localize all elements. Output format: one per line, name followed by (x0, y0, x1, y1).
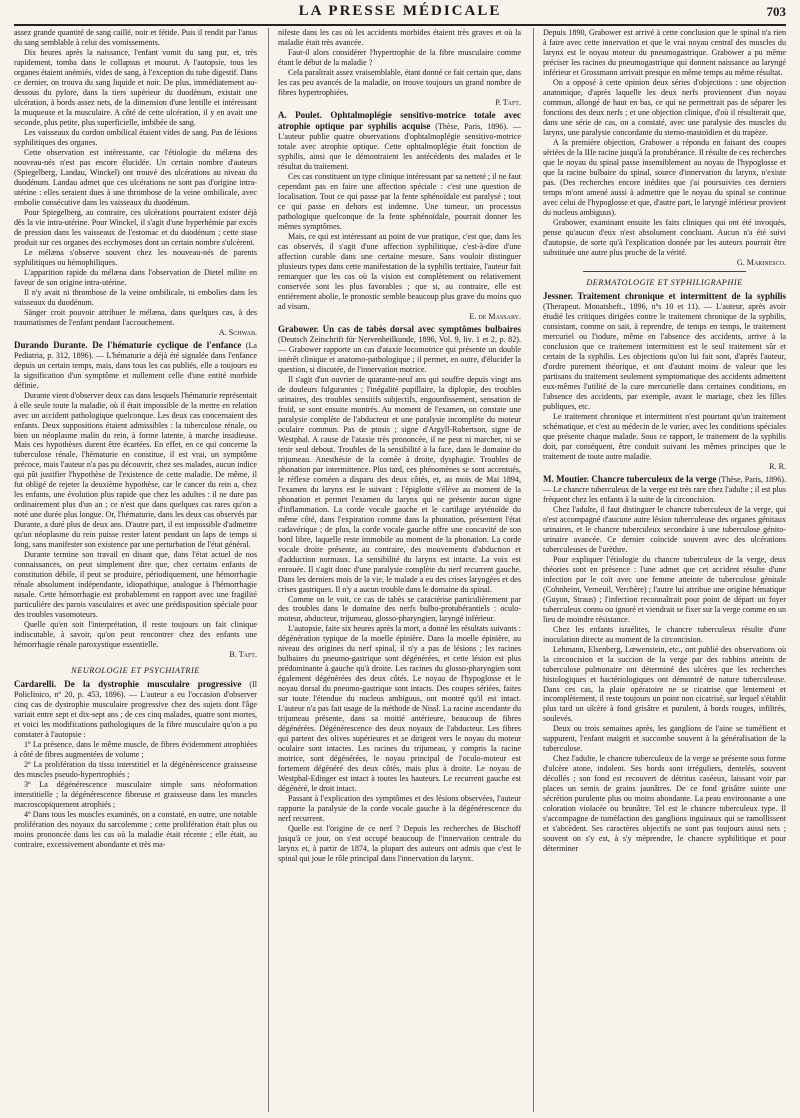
article-intro (543, 474, 786, 505)
paragraph: Faut-il alors considérer l'hypertrophie de la fibre musculaire comme étant le début de la maladie ? (278, 47, 521, 67)
list-item: 3º La dégénérescence musculaire simple sans néoformation interstitielle ; la dégénérescence fibreuse et graisseuse dans les muscles macroscopiquement atrophiés ; (14, 780, 257, 810)
article-heading: Jessner. Traitement chronique et intermittent de la syphilis (543, 290, 786, 301)
header-rule (14, 24, 786, 26)
list-item: 2º La prolifération du tissu interstitiel et la dégénérescence graisseuse des muscles pseudo-hypertrophiés ; (14, 760, 257, 780)
paragraph: On a opposé à cette opinion deux séries d'objections : une objection anatomique, d'après laquelle les deux nerfs proviennent d'un noyau commun, allongé de haut en bas, ce qui ne permettrait pas de séparer les fonctions des deux nerfs ; et une objection clinique, d'où il résulterait que, dans une série de cas, on a constaté, avec une paralysie des muscles du larynx, une paralysie concordante du sterno-mastoïdien et du trapèze. (543, 77, 786, 137)
paragraph: Depuis 1890, Grabower est arrivé à cette conclusion que le spinal n'a rien à faire avec cette innervation et que le vrai noyau central des muscles du larynx est le noyau moteur du pneumogastrique. Grabower a pu même préciser les racines du pneumogastrique qui donnent naissance au laryngé inférieur et Grossmann arrivait presque en même temps au même résultat. (543, 28, 786, 77)
article-intro (14, 679, 257, 740)
article-heading: M. Moutier. Chancre tuberculeux de la verge (543, 473, 717, 484)
paragraph: Mais, ce qui est intéressant au point de vue pratique, c'est que, dans les cas observés, il s'agit d'une affection syphilitique, c'est-à-dire d'une affection curable dans une certaine mesure. Sans vouloir distinguer plusieurs types dans cette manifestation de la syphilis tertiaire, l'auteur fait remarquer que les cas où la vision est complètement ou relativement conservée sont les plus favorables ; que si, au contraire, elle est entièrement abolie, le pronostic semble beaucoup plus grave du moins quo ad visum. (278, 231, 521, 311)
article-intro (14, 340, 257, 391)
paragraph: Quelle qu'en soit l'interprétation, il reste toujours un fait clinique indiscutable, à savoir, qu'on peut rencontrer chez des enfants une hémorrhagie rénale paroxystique essentielle. (14, 620, 257, 650)
list-item: 4º Dans tous les muscles examinés, on a constaté, en outre, une notable prolifération des noyaux du sarcolemme ; cette prolifération était plus ou moins prononcée dans les cas où la maladie était récente ; elle était, au contraire, excessivement abondante et très ma- (14, 810, 257, 850)
article-heading: Grabower. Un cas de tabès dorsal avec symptômes bulbaires (278, 323, 521, 334)
paragraph: Deux ou trois semaines après, les ganglions de l'aine se tuméfient et suppurent, l'enfant maigrit et succombe souvent à la généralisation de la tuberculose. (543, 724, 786, 754)
article-reference: (Deutsch Zeitschrift für Nervenheilkunde, 1896, Vol. 9, liv. 1 et 2, p. 82). — Grabower rapporte un cas d'ataxie locomotrice qui présente un double intérêt clinique et anatomo-pathologique ; il permet, en outre, d'élucider la question, si discutée, de l'innervation motrice. (278, 334, 521, 374)
author-signature: P. Taft. (495, 97, 521, 107)
article-heading: A. Poulet. Ophtalmoplégie sensitivo-motrice totale avec atrophie optique par syphilis acquise (278, 109, 521, 131)
page-number: 703 (766, 4, 786, 19)
paragraph: Passant à l'explication des symptômes et des lésions observées, l'auteur rapporte la paralysie de la corde vocale gauche à la dégénérescence du nerf recurrent. (278, 794, 521, 824)
article-reference: (Il Policlinico, nº 20, p. 453, 1896). — L'auteur a eu l'occasion d'observer cinq cas de dystrophie musculaire progressive chez des sujets dont l'âge variait entre sept et dix-sept ans ; de ces cinq malades, quatre sont mortes, et voici les modifications pathologiques de la fibre musculaire qu'on a pu constater à l'autopsie : (14, 680, 257, 740)
paragraph: Chez les enfants israélites, le chancre tuberculeux résulte d'une inoculation directe au moment de la circoncision. (543, 624, 786, 644)
paragraph: L'apparition rapide du mélæna dans l'observation de Dietel milite en faveur de son origine intra-utérine. (14, 267, 257, 287)
article-reference: (La Pediatria, p. 312, 1896). — L'hématurie a déjà été signalée dans l'enfance depuis un certain temps, mais, dans tous les cas publiés, elle a toujours eu la signification d'un symptôme et nullement celle d'une entité morbide définie. (14, 340, 257, 390)
column-divider (533, 28, 534, 1112)
section-heading: NEUROLOGIE ET PSYCHIATRIE (71, 666, 200, 676)
list-item: 1º La présence, dans le même muscle, de fibres évidemment atrophiées à côté de fibres augmentées de volume ; (14, 740, 257, 760)
article-heading: Durando Durante. De l'hématurie cyclique de l'enfance (14, 339, 242, 350)
author-signature: G. Marinesco. (736, 257, 786, 267)
column-3 (543, 28, 786, 1112)
paragraph: Le mélæna s'observe souvent chez les nouveau-nés de parents syphilitiques ou hémophiliques. (14, 247, 257, 267)
paragraph: Il s'agit d'un ouvrier de quarante-neuf ans qui souffre depuis vingt ans de douleurs fulgurantes ; l'inégalité pupillaire, la diplopie, des troubles urinaires, des troubles sensitifs subjectifs, engourdissement, sensation de froid, se sont ensuite montrés. Au moment de l'examen, on constate une paralysie complète de l'abducteur et une paralysie incomplète du moteur oculaire commun. Pas de ptosis ; signe d'Argyll-Robertson, signe de Westphal. A cause de l'ataxie très prononcée, il ne peut ni marcher, ni se tenir seul debout. Troubles de la sensibilité à la face, dans le domaine du trijumeau. Anesthésie de la cornée à droite, dysphagie. Troubles de phonation par intermittence. Plus tard, ces phénomènes se sont accentués, le réflexe cornéen a disparu des deux côtés, et, au mois de Mai 1894, l'examen du larynx est le suivant : l'épiglotte s'élève au moment de la phonation et permet l'examen du larynx qui ne présente aucun signe d'inflammation. La corde vocale gauche et le cartilage aryténoïde du même côté, dans l'expiration comme dans la phonation, présentent l'état cadavérique ; de plus, la corde vocale gauche offre une concavité de son bord libre, laquelle reste immobile au moment de la phonation. La corde vocale droite présente, au contraire, des mouvements d'abduction et d'adduction normaux. La sensibilité du larynx est intacte. La voix est enrouée. Il s'agit donc d'une paralysie complète du nerf recurrent gauche. Dans les derniers mois de la vie, le malade a eu des crises laryngées et des crises gastriques. Il n'y a aucun trouble dans le domaine du spinal. (278, 374, 521, 594)
paragraph: Cette observation est intéressante, car l'étiologie du mélæna des nouveau-nés n'est pas encore élucidée. Un certain nombre d'auteurs (Spiegelberg, Landau, Winckel) ont trouvé des ulcérations au niveau du duodénum. Landau admet que ces ulcérations ne sont pas d'origine intra-utérine : elles seraient dues à une thrombose de la veine ombilicale, avec embolie consécutive dans les vaisseaux du duodénum. (14, 147, 257, 207)
paragraph: Quelle est l'origine de ce nerf ? Depuis les recherches de Bischoff jusqu'à ce jour, on s'est occupé beaucoup de l'innervation centrale du larynx et, à partir de 1874, la plupart des auteurs ont admis que c'est le spinal qui joue le rôle principal dans l'innervation du larynx. (278, 824, 521, 864)
article-reference: (Thèse, Paris, 1896). — Le chancre tuberculeux de la verge est très rare chez l'adulte ; il est plus fréquent chez les enfants à la suite de la circoncision. (543, 474, 786, 504)
section-rule (583, 271, 746, 272)
author-signature: R. R. (769, 461, 786, 471)
author-signature: E. de Massary. (469, 311, 521, 321)
paragraph: Le traitement chronique et intermittent n'est pourtant qu'un traitement schématique, et c'est au médecin de le varier, avec les conditions spéciales que présente chaque malade. Sous ce rapport, le traitement de la syphilis doit, par conséquent, être conduit suivant les mêmes principes que le traitement de toute autre maladie. (543, 411, 786, 461)
column-divider (268, 28, 269, 1112)
journal-title: LA PRESSE MÉDICALE (298, 3, 502, 19)
column-2 (278, 28, 521, 1112)
author-signature: B. Taft. (229, 650, 257, 660)
paragraph: Cela paraîtrait assez vraisemblable, étant donné ce fait certain que, dans les cas peu avancés de la maladie, on trouve toujours un grand nombre de fibres hypertrophiées. (278, 67, 521, 97)
paragraph: L'autopsie, faite six heures après la mort, a donné les résultats suivants : dégénération typique de la moelle épinière. Dans la moelle épinière, au niveau des origines du nerf spinal, il n'y a pas de lésions ; les racines bulbaires du pneumo-gastrique sont dégénérées, et cette lésion est plus prédominante à gauche qu'à droite. Les racines du glosso-pharyngien sont également dégénérées des deux côtés. Le noyau de l'hypoglosse et le noyau dorsal du pneumo-gastrique sont intacts. Des coupes sériées, faites sur toute l'étendue du nucleus ambiguus, ont montré qu'il est intact. L'auteur n'a pas fait usage de la méthode de Nissl. La racine ascendante du trijumeau présente, dans sa moitié antérieure, beaucoup de fibres dégénérées. Dégénérescence des deux noyaux de l'abducteur. Les fibres qui partent des olives supérieures et se dirigent vers le noyau du moteur oculaire sont intactes. Les racines du trijumeau, y compris la racine motrice, sont dégénérées, le noyau principal de l'oculo-moteur est fortement dégénéré des deux côtés, mais plus à droite. Le noyau de Westphal-Edinger est intact à toutes les hauteurs. Le recurrent gauche est dégénéré, le droit intact. (278, 624, 521, 794)
paragraph: Durante vient d'observer deux cas dans lesquels l'hématurie représentait à elle seule toute la maladie, où il était impossible de la mettre en relation avec un accident pathologique quelconque. Les deux cas concernaient des enfants. Deux suppositions étaient admissibles : la tuberculose rénale, ou bien un néoplasme malin du rein, à forme latente, à marche insidieuse. Mais ces hypothèses durent être écartées. En effet, en ce qui concerne la tuberculose rénale, l'hématurie en constitue, il est vrai, un symptôme précoce, mais l'auteur n'a pas pu découvrir, chez ses malades, aucun indice qui pût justifier l'hypothèse de l'existence de cette maladie. De même, il fut obligé de rejeter la deuxième hypothèse, car le cancer du rein a, chez les enfants, une évolution plus rapide que chez les adultes : il ne dure pas ordinairement plus d'un an ; ce n'est que dans quelques cas rares qu'on a noté une durée plus longue. Or, l'hématurie, dans les deux cas observés par Durante, a duré plus de deux ans. D'autre part, il est impossible d'admettre qu'un néoplasme du rein puisse rester latent pendant un laps de temps si long, sans manifester son existence par une perturbation de l'état général. (14, 390, 257, 550)
paragraph: Dix heures après la naissance, l'enfant vomit du sang pur, et, très rapidement, tomba dans le collapsus et mourut. A l'autopsie, tous les organes étaient anémiés, vides de sang, à l'exception du tube digestif. Dans ce dernier, on trouva du sang liquide et noir. De plus, immédiatement au-dessous du pylore, dans la tiers supérieur du duodénum, existait une ulcération, à bords assez nets, de la dimension d'une lentille et intéressant la muqueuse et la musculaire. A côté de cette ulcération, il y en avait une seconde, plus petite, plus superficielle, imbibée de sang. (14, 47, 257, 127)
paragraph: Durante termine son travail en disant que, dans l'état actuel de nos connaissances, on peut simplement dire que, chez certains enfants de constitution débile, il peut se produire, périodiquement, une hémorrhagie rénale absolument indépendante, idiopathique, analogue à l'hémorrhagie nasale. Cette hémorrhagie est probablement en rapport avec une fragilité particulière des parois vasculaires et avec une prédisposition spéciale pour des troubles vasomoteurs. (14, 550, 257, 620)
paragraph: Pour Spiegelberg, au contraire, ces ulcérations pourraient exister déjà dès la vie intra-utérine. Pour Winckel, il s'agit d'une hyperhémie par excès de pression dans les vaisseaux de l'estomac et du duodénum ; cette stase produit sur ces organes des ecchymoses dont un certain nombre s'ulcèrent. (14, 207, 257, 247)
article-heading: Cardarelli. De la dystrophie musculaire progressive (14, 679, 242, 690)
paragraph: Sänger croit pouvoir attribuer le mélæna, dans quelques cas, à des traumatismes de l'enfant pendant l'accouchement. (14, 307, 257, 327)
article-reference: (Therapeut. Monatsheft., 1896, nºs 10 et 11). — L'auteur, après avoir étudié les critiques dirigées contre le traitement chronique de la syphilis, consistant, comme on sait, à reprendre, de temps en temps, le traitement mercuriel ou l'iodure, même en l'absence des accidents, arrive à la conclusion que ce traitement intermittent est le seul traitement sûr et certain de la syphilis. Les objections qu'on lui fait sont, d'après l'auteur, d'ordre purement théorique, et ont d'autant moins de valeur que les partisans du traitement seulement symptomatique des accidents admettent eux-mêmes l'utilité de la cure mercurielle dans certaines conditions, en l'absence des accidents, par exemple, avant le mariage, chez les filles publiques, etc. (543, 301, 786, 411)
column-1 (14, 28, 257, 1112)
paragraph: Ces cas constituent un type clinique intéressant par sa netteté ; il ne faut cependant pas en faire une affection spéciale : c'est une question de localisation. Tout ce qui passe par la fente sphénoïdale est paralysé ; tout ce qui passe en dehors est indemne. Une tumeur, un processus pathologique quelconque de la fente sphénoïdale, pourrait donner les mêmes symptômes. (278, 172, 521, 231)
paragraph: Il n'y avait ni thrombose de la veine ombilicale, ni embolies dans les vaisseaux du duodénum. (14, 287, 257, 307)
paragraph: Grabower, examinant ensuite les faits cliniques qui ont été invoqués, pense qu'aucun d'eux n'est absolument concluant. Aucun n'a été suivi d'autopsie, de sorte qu'à l'explication donnée par les auteurs pourrait être substituée une autre plus proche de la vérité. (543, 217, 786, 257)
paragraph: assez grande quantité de sang caillé, noir et fétide. Puis il rendit par l'anus du sang semblable à celui des vomissements. (14, 28, 257, 47)
section-heading: DERMATOLOGIE ET SYPHILIGRAPHIE (586, 277, 743, 287)
paragraph: Chez l'adulte, le chancre tuberculeux de la verge se présente sous forme d'ulcère atone, indolent. Ses bords sont irréguliers, dentelés, souvent décollés ; son fond est recouvert de détritus caséeux, laissant voir par places un semis de grains jaunâtres. De ce fond grisâtre suinte une sécrétion purulente plus ou moins abondante. La peau environnante a une coloration violacée ou brunâtre. Tel est le chancre tuberculeux type. Il s'accompagne de tuméfaction des ganglions inguinaux qui se ramollissent et s'abcèdent. Ses caractères objectifs ne sont pas toujours aussi nets ; souvent on s'y est, à s'y méprendre, le chancre syphilitique et pour déterminer (543, 754, 786, 854)
article-intro (278, 324, 521, 375)
paragraph: Pour expliquer l'étiologie du chancre tuberculeux de la verge, deux théories sont en présence : l'une admet que cet accident résulte d'une infection par le coït avec une femme atteinte de tuberculose génitale (Cohnheim, Verneuil, Verchère) ; l'autre lui attribue une origine hématique (Guyon, Straus) ; l'infection reconnaîtrait pour point de départ un foyer tuberculeux connu ou ignoré et viendrait se fixer sur la verge comme en un lieu de moindre résistance. (543, 554, 786, 624)
paragraph: Chez l'adulte, il faut distinguer le chancre tuberculeux de la verge, qui n'est accompagné d'aucune autre lésion tuberculeuse des organes génitaux urinaires, et le chancre tuberculeux secondaire à une tuberculose génito-urinaire avancée. Ce dernier coïncide souvent avec des ulcérations tuberculeuses de l'urèthre. (543, 504, 786, 554)
paragraph: A la première objection, Grabower a répondu en faisant des coupes sériées de la IIIe racine jusqu'à la protubérance. Il résulte de ces recherches que le noyau du spinal passe insensiblement au noyau de l'hypoglosse et que la racine bulbaire du spinal, source d'innervation du larynx, n'existe pas. (Des recherches encore inédites que j'ai poursuivies ces derniers temps m'ont amené aussi à admettre que le noyau du spinal se continue avec celui de l'hypoglosse et que, d'autre part, le laryngé inférieur provient du nucleus ambiguus). (543, 137, 786, 217)
article-intro (278, 110, 521, 172)
paragraph: Comme on le voit, ce cas de tabès se caractérise particulièrement par des troubles dans le domaine des nerfs bulbo-protubérantiels : oculo-moteur, abducteur, trijumeau, glosso-pharyngien, laryngé inférieur. (278, 594, 521, 624)
article-intro (543, 291, 786, 412)
page-header (0, 0, 800, 22)
paragraph: Lehmann, Elsenberg, Lœwenstein, etc., ont publié des observations où la circoncision et la succion de la verge par des rabbins atteints de tuberculose pulmonaire ont déterminé des ulcères que les recherches histologiques et bactériologiques ont démontré de nature tuberculeuse. Dans ces cas, la plaie opératoire ne se cicatrise que lentement et incomplètement, il reste toujours un point non cicatrisé, sur lequel s'établit plus tard un ulcère à fond grisâtre et purulent, à bords rouges, infiltrés, soulevés. (543, 644, 786, 724)
author-signature: A. Schwab. (218, 327, 257, 337)
paragraph: Les vaisseaux du cordon ombilical étaient vides de sang. Pas de lésions syphilitiques des organes. (14, 127, 257, 147)
paragraph: nifeste dans les cas où les accidents morbides étaient très graves et où la maladie était très avancée. (278, 28, 521, 47)
article-reference: (Thèse, Paris, 1896). — L'auteur publie quatre observations d'ophtalmoplégie sensitivo-motrice totale avec atrophie optique. Cette ophtalmoplégie était fonction de syphilis, ainsi que le démontraient les antécédents des malades et le résultat du traitement. (278, 121, 521, 172)
